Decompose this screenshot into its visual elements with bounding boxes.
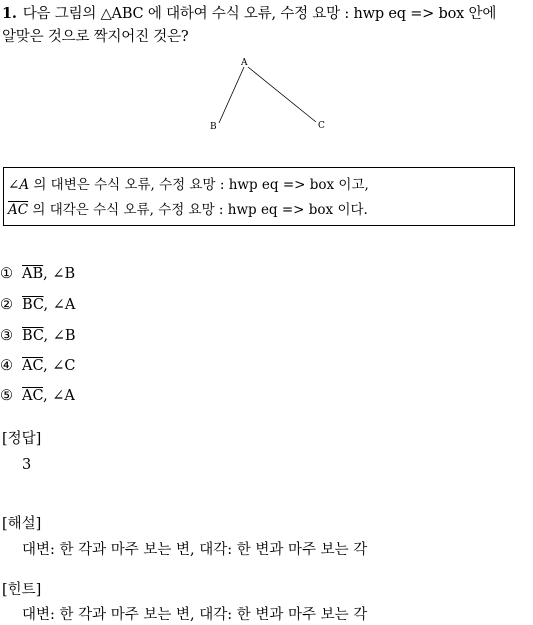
vertex-label-c: C	[318, 121, 325, 131]
choice-3-mark: ③	[0, 328, 13, 344]
choice-2-segment: $\overline{BC}$	[22, 297, 44, 313]
choice-4-angle: , ∠C	[43, 358, 76, 374]
choice-5-segment: $\overline{AC}$	[22, 388, 44, 404]
choice-4-mark: ④	[0, 358, 13, 374]
box-line-2-text: 의 대각은 수식 오류, 수정 요망 : hwp eq => box 이다.	[28, 202, 368, 218]
choice-5-angle: , ∠A	[43, 388, 75, 404]
condition-box	[3, 167, 515, 226]
explanation-text: 대변: 한 각과 마주 보는 변, 대각: 한 변과 마주 보는 각	[22, 542, 368, 558]
answer-label: [정답]	[2, 431, 42, 447]
choice-2-angle: , ∠A	[43, 297, 76, 313]
segment-ac: $\overline{AC}$	[8, 202, 29, 218]
triangle-figure	[0, 0, 533, 140]
box-line-1	[8, 173, 514, 198]
explanation-label: [해설]	[2, 516, 42, 532]
choice-2-mark: ②	[0, 297, 13, 313]
question-number: 1.	[2, 5, 17, 22]
choice-4[interactable]	[0, 356, 76, 376]
question-line-1-text: 다음 그림의 △ABC 에 대하여 수식 오류, 수정 요망 : hwp eq => box 안에	[22, 6, 497, 22]
choice-3[interactable]	[0, 326, 76, 346]
choice-1-mark: ①	[0, 266, 13, 282]
hint-label: [힌트]	[2, 582, 42, 598]
answer-value: 3	[22, 457, 32, 473]
angle-symbol: ∠	[8, 177, 20, 193]
vertex-label-b: B	[210, 122, 217, 132]
box-line-1-text: 의 대변은 수식 오류, 수정 요망 : hwp eq => box 이고,	[29, 177, 369, 193]
choice-5[interactable]	[0, 386, 75, 406]
hint-text: 대변: 한 각과 마주 보는 변, 대각: 한 변과 마주 보는 각	[22, 607, 368, 623]
box-line-2	[8, 198, 514, 223]
choice-2[interactable]	[0, 295, 75, 315]
choice-4-segment: $\overline{AC}$	[22, 358, 44, 374]
choice-1[interactable]	[0, 264, 75, 284]
choice-1-angle: , ∠B	[43, 266, 76, 282]
question-line-2: 알맞은 것으로 짝지어진 것은?	[2, 29, 189, 45]
side-ab	[219, 67, 244, 123]
choice-5-mark: ⑤	[0, 388, 13, 404]
angle-var-a: A	[19, 177, 30, 193]
choice-1-segment: $\overline{AB}$	[22, 266, 44, 282]
triangle-diagram	[0, 0, 533, 140]
side-ac	[248, 67, 316, 122]
choice-3-angle: , ∠B	[43, 328, 76, 344]
choice-3-segment: $\overline{BC}$	[22, 328, 44, 344]
vertex-label-a: A	[241, 58, 248, 68]
